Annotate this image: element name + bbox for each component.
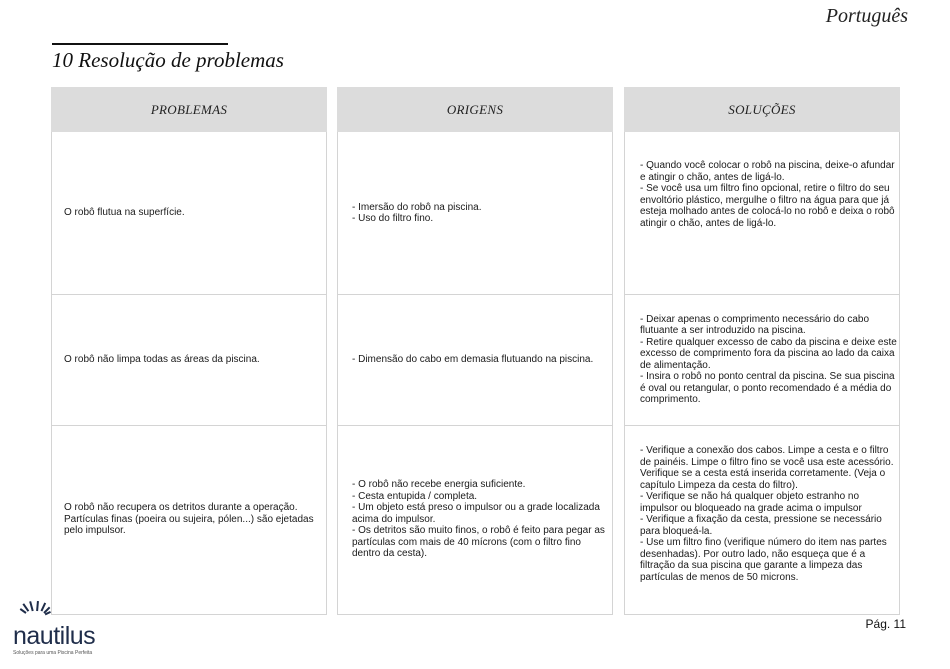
problem-cell-1 bbox=[51, 132, 327, 295]
problems-header: PROBLEMAS bbox=[51, 87, 327, 132]
problem-text-1: O robô flutua na superfície. bbox=[64, 207, 185, 219]
brand-logo-text: nautilus bbox=[13, 622, 96, 650]
solutions-column bbox=[624, 87, 900, 583]
solution-text-2: - Deixar apenas o comprimento necessário do cabo flutuante a ser introduzido na piscina. - Retire qualquer excesso de cabo da piscina e deixe este excesso de comprimento fora da piscina ao lado da caixa de alimentação. - Insira o robô no ponto central da piscina. Se sua piscina é oval ou retangular, o ponto recomendado é a média do comprimento. bbox=[640, 313, 897, 405]
problem-cell-3 bbox=[51, 425, 327, 615]
origins-column bbox=[337, 87, 613, 560]
origins-header: ORIGENS bbox=[337, 87, 613, 132]
origin-cell-1 bbox=[337, 132, 613, 295]
problem-cell-2 bbox=[51, 294, 327, 426]
origin-cell-3 bbox=[337, 425, 613, 615]
problems-column bbox=[51, 87, 327, 537]
solutions-header: SOLUÇÕES bbox=[624, 87, 900, 132]
solution-cell-1 bbox=[624, 132, 900, 295]
origin-text-3: - O robô não recebe energia suficiente. - Cesta entupida / completa. - Um objeto está preso o impulsor ou a grade localizada acima do impulsor. - Os detritos são muito finos, o robô é feito para pegar as partículas com mais de 40 mícrons (com o filtro fino dentro da cesta). bbox=[352, 479, 605, 560]
solution-text-1: - Quando você colocar o robô na piscina, deixe-o afundar e atingir o chão, antes de ligá-lo. - Se você usa um filtro fino opcional, retire o filtro do seu envoltório plástico, mergulhe o filtro na água para que já esteja molhado antes de colocá-lo no robô e deixa o robô atingir o chão, antes de ligá-lo. bbox=[640, 160, 895, 229]
brand-tagline: Soluções para uma Piscina Perfeita bbox=[13, 650, 93, 656]
title-rule bbox=[52, 43, 228, 45]
solution-cell-3 bbox=[624, 425, 900, 615]
page-number: Pág. 11 bbox=[865, 617, 906, 631]
language-label: Português bbox=[825, 5, 908, 27]
section-title: 10 Resolução de problemas bbox=[52, 48, 284, 72]
origin-text-2: - Dimensão do cabo em demasia flutuando na piscina. bbox=[352, 353, 594, 365]
problem-text-2: O robô não limpa todas as áreas da piscina. bbox=[64, 353, 260, 365]
problem-text-3: O robô não recupera os detritos durante a operação. Partículas finas (poeira ou sujeira, pólen...) são ejetadas pelo impulsor. bbox=[64, 502, 314, 537]
solution-cell-2 bbox=[624, 294, 900, 426]
origin-text-1: - Imersão do robô na piscina. - Uso do filtro fino. bbox=[352, 201, 482, 224]
origin-cell-2 bbox=[337, 294, 613, 426]
solution-text-3: - Verifique a conexão dos cabos. Limpe a cesta e o filtro de painéis. Limpe o filtro fino se você usa este acessório. Verifique se a cesta está inserida corretamente. (Veja o capítulo Limpeza da cesta do filtro). - Verifique se não há qualquer objeto estranho no impulsor ou bloqueado na grade acima o impulsor - Verifique a fixação da cesta, pressione se necessário para bloqueá-la. - Use um filtro fino (verifique número do item nas partes desenhadas). Por outro lado, não esqueça que é a filtração da sua piscina que garante a limpeza das partículas de menos de 50 microns. bbox=[640, 445, 894, 583]
